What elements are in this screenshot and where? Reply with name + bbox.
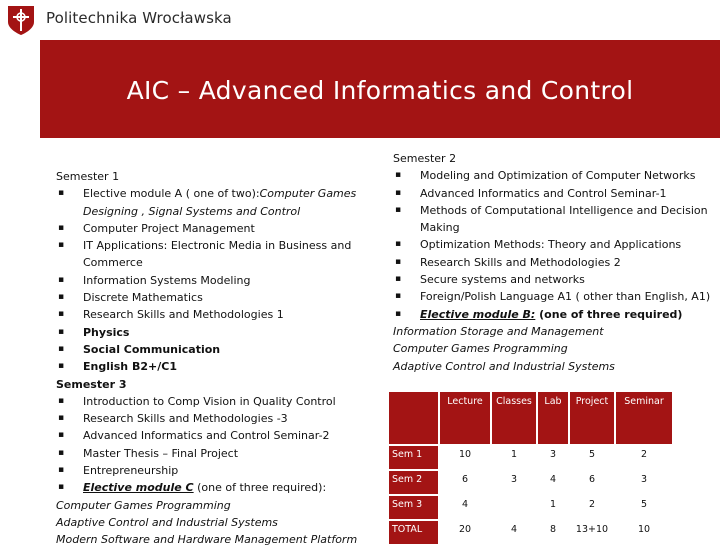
table-header-row [389,392,672,444]
list-item [393,254,715,271]
bullet-icon: ▪ [395,274,402,285]
row-label: Sem 1 [389,446,438,469]
list-item [56,427,386,444]
table-row [389,521,672,544]
bullet-icon: ▪ [58,343,65,354]
elective-option: Computer Games Programming [393,342,568,356]
row-label: TOTAL [389,521,438,544]
elective-option: Information Storage and Management [393,324,604,338]
bullet-icon: ▪ [395,291,402,302]
item-label: Research Skills and Methodologies -3 [83,412,288,426]
table-cell: 4 [440,496,490,519]
bullet-icon: ▪ [58,430,65,441]
bullet-icon: ▪ [58,240,65,251]
table-cell: 3 [538,446,568,469]
item-label: Elective module B: [420,307,536,321]
bullet-icon: ▪ [395,204,402,215]
bullet-icon: ▪ [58,465,65,476]
table-cell: 2 [570,496,614,519]
bullet-icon: ▪ [58,188,65,199]
item-label: Advanced Informatics and Control Seminar-2 [83,429,330,443]
table-row [389,471,672,494]
list-item [393,288,715,305]
banner-left-gap [0,40,40,138]
semester-1-heading: Semester 1 [56,170,120,183]
table-cell: 8 [538,521,568,544]
list-item [56,445,386,462]
list-item [56,220,386,237]
list-item [393,236,715,253]
bullet-icon: ▪ [395,308,402,319]
bullet-icon: ▪ [58,292,65,303]
list-item [56,462,386,479]
item-label: Master Thesis – Final Project [83,446,239,460]
item-tail: (one of three required) [535,307,683,321]
table-cell: 10 [440,446,490,469]
column-header: Classes [492,392,536,444]
bullet-icon: ▪ [58,361,65,372]
table-cell: 3 [616,471,672,494]
item-label: English B2+/C1 [83,360,177,374]
list-item [56,479,386,496]
semester-3-heading: Semester 3 [56,377,127,391]
item-label: Foreign/Polish Language A1 ( other than English, A1) [420,290,711,304]
table-cell: 1 [492,446,536,469]
list-item [393,202,715,237]
item-tail: (one of three required): [193,481,327,495]
list-item [393,167,715,184]
list-item [56,393,386,410]
item-label: Information Systems Modeling [83,273,251,287]
item-label: Discrete Mathematics [83,291,203,305]
column-header: Seminar [616,392,672,444]
bullet-icon: ▪ [395,187,402,198]
list-item [56,358,386,375]
bullet-icon: ▪ [58,482,65,493]
bullet-icon: ▪ [395,239,402,250]
bullet-icon: ▪ [395,170,402,181]
right-column [393,150,715,375]
semester-2-heading: Semester 2 [393,152,457,165]
list-item [56,185,386,220]
column-header: Project [570,392,614,444]
table-cell: 6 [440,471,490,494]
item-label: Research Skills and Methodologies 1 [83,308,284,322]
table-cell: 3 [492,471,536,494]
list-item [56,341,386,358]
elective-option: Adaptive Control and Industrial Systems [56,515,278,529]
bullet-icon: ▪ [58,309,65,320]
item-label: Physics [83,325,130,339]
list-item [56,306,386,323]
table-cell: 10 [616,521,672,544]
item-label: Computer Project Management [83,221,255,235]
bullet-icon: ▪ [395,256,402,267]
hours-table [387,390,674,546]
table-cell: 2 [616,446,672,469]
table-cell: 4 [538,471,568,494]
table-row [389,446,672,469]
bullet-icon: ▪ [58,326,65,337]
list-item [56,324,386,341]
bullet-icon: ▪ [58,413,65,424]
item-label: Social Communication [83,342,221,356]
university-name: Politechnika Wrocławska [46,9,232,27]
item-label: Secure systems and networks [420,273,585,287]
item-label: Introduction to Comp Vision in Quality Control [83,394,336,408]
table-corner [389,392,438,444]
item-label: Methods of Computational Intelligence and Decision Making [420,203,708,235]
row-label: Sem 2 [389,471,438,494]
list-item [393,306,715,323]
item-label: Elective module A ( one of two): [83,187,260,201]
column-header: Lecture [440,392,490,444]
item-label: Elective module C [83,481,194,495]
table-cell: 20 [440,521,490,544]
list-item [56,272,386,289]
table-cell: 5 [616,496,672,519]
item-label: Research Skills and Methodologies 2 [420,255,621,269]
row-label: Sem 3 [389,496,438,519]
table-cell: 4 [492,521,536,544]
table-cell: 5 [570,446,614,469]
elective-option: Adaptive Control and Industrial Systems [393,359,615,373]
table-row [389,496,672,519]
slide-title: AIC – Advanced Informatics and Control [126,76,634,105]
list-item [56,237,386,272]
column-header: Lab [538,392,568,444]
list-item [56,289,386,306]
table-cell [492,496,536,519]
item-tail: Computer Games Designing , Signal Systems and Control [83,187,357,218]
table-cell: 6 [570,471,614,494]
left-column [56,168,386,549]
bullet-icon: ▪ [58,395,65,406]
header-bar [0,0,720,40]
list-item [393,185,715,202]
list-item [393,271,715,288]
item-label: Entrepreneurship [83,464,179,478]
university-crest-icon [6,4,36,36]
elective-option: Modern Software and Hardware Management Platform [56,533,358,547]
bullet-icon: ▪ [58,447,65,458]
bullet-icon: ▪ [58,222,65,233]
list-item [56,410,386,427]
table-cell: 1 [538,496,568,519]
item-label: IT Applications: Electronic Media in Business and Commerce [83,239,352,270]
item-label: Advanced Informatics and Control Seminar-1 [420,186,667,200]
bullet-icon: ▪ [58,274,65,285]
elective-option: Computer Games Programming [56,498,231,512]
table-cell: 13+10 [570,521,614,544]
item-label: Optimization Methods: Theory and Applications [420,238,682,252]
item-label: Modeling and Optimization of Computer Networks [420,169,696,183]
